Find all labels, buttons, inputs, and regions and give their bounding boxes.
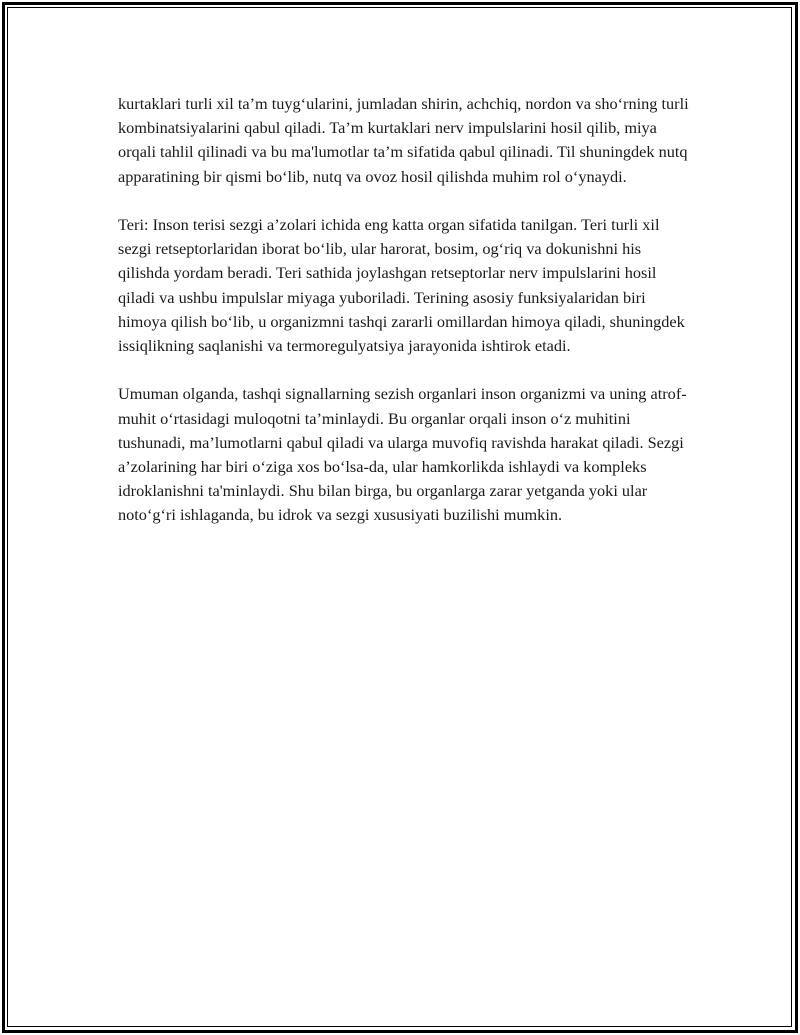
paragraph-tongue: kurtaklari turli xil taʼm tuyg‘ularini, jumladan shirin, achchiq, nordon va sho‘rning turli kombinatsiyalarini qabul qiladi. Ta’m kurtaklari nerv impulslarini hosil qilib, miya orqali tahlil qilinadi va bu ma'lumotlar ta’m sifatida qabul qilinadi. Til shuningdek nutq apparatining bir qismi bo‘lib, nutq va ovoz hosil qilishda muhim rol o‘ynaydi. [118,94,689,186]
document-body [118,92,693,552]
paragraph-conclusion: Umuman olganda, tashqi signallarning sezish organlari inson organizmi va uning atrof-muhit o‘rtasidagi muloqotni ta’minlaydi. Bu organlar orqali inson o‘z muhitini tushunadi, ma’lumotlarni qabul qiladi va ularga muvofiq ravishda harakat qiladi. Sezgi a’zolarining har biri o‘ziga xos bo‘lsa-da, ular hamkorlikda ishlaydi va kompleks idroklanishni ta'minlaydi. Shu bilan birga, bu organlarga zarar yetganda yoki ular noto‘g‘ri ishlaganda, bu idrok va sezgi xususiyati buzilishi mumkin. [118,384,687,525]
paragraph-skin: Teri: Inson terisi sezgi a’zolari ichida eng katta organ sifatida tanilgan. Teri turli xil sezgi retseptorlaridan iborat bo‘lib, ular harorat, bosim, og‘riq va dokunishni his qilishda yordam beradi. Teri sathida joylashgan retseptorlar nerv impulslarini hosil qiladi va ushbu impulslar miyaga yuboriladi. Terining asosiy funksiyalaridan biri himoya qilish bo‘lib, u organizmni tashqi zararli omillardan himoya qiladi, shuningdek issiqlikning saqlanishi va termoregulyatsiya jarayonida ishtirok etadi. [118,215,685,356]
